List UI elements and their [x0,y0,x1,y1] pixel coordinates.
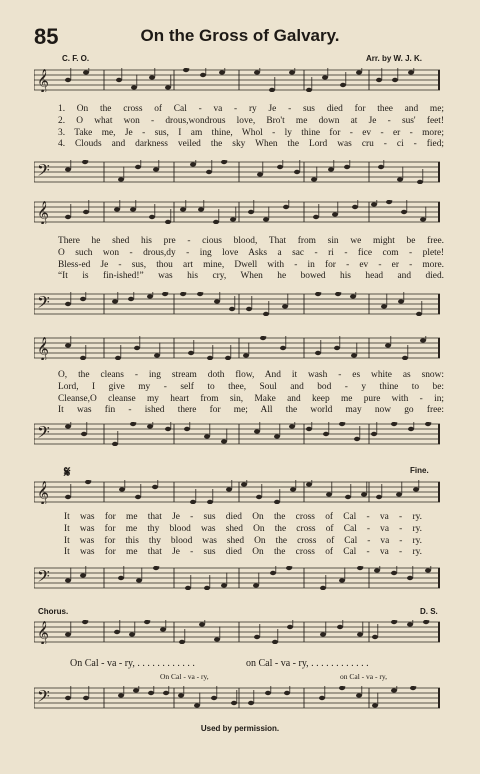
note-head [391,422,397,426]
note-head [254,70,260,74]
note-head [263,217,269,221]
note-head [190,162,196,166]
note-head [319,696,325,700]
author-credit: C. F. O. [62,54,90,63]
treble-clef-icon: 𝄞 [37,200,49,224]
note-head [332,212,338,216]
note-head [221,583,227,587]
note-head [290,487,296,491]
note-head [135,495,141,499]
note-head [207,356,213,360]
note-head [408,70,414,74]
note-head [80,573,86,577]
lyric-verse-3: It was for this thy blood was shed On the cross of Cal - va - ry. [64,535,422,546]
note-head [230,217,236,221]
note-head [118,177,124,181]
note-head [148,691,154,695]
note-head [413,487,419,491]
lyrics-block [64,512,422,559]
lyric-verse-1: O, the cleans - ing stream doth flow, And it wash - es white as snow: [58,370,444,380]
note-head [163,691,169,695]
note-head [257,172,263,176]
arranger-credit: Arr. by W. J. K. [365,54,422,63]
staff-lines [34,292,440,316]
lyric-verse-4: It was fin - ished there for me; All the world may now go free: [58,405,444,416]
treble-clef-icon: 𝄞 [37,620,49,644]
note-head [425,568,431,572]
bass-clef-icon: 𝄢 [37,566,50,590]
bass-staff [34,686,440,710]
note-head [178,693,184,697]
music-system-4 [34,462,440,604]
note-head [372,703,378,707]
note-head [180,207,186,211]
note-head [425,422,431,426]
note-head [277,165,283,169]
note-head [283,205,289,209]
chorus-echo-2: on Cal - va - ry, [340,672,387,681]
note-head [371,202,377,206]
note-head [376,78,382,82]
note-head [328,167,334,171]
bass-clef-icon: 𝄢 [37,422,50,446]
segno-sign: 𝄋 [64,464,71,481]
treble-staff [34,620,440,644]
chorus-lyric-1: On Cal - va - ry, . . . . . . . . . . . . [70,658,195,669]
note-head [274,434,280,438]
note-head [351,353,357,357]
note-head [119,487,125,491]
note-head [385,343,391,347]
note-head [185,586,191,590]
lyrics-block [58,370,444,417]
staff-lines [34,160,440,184]
note-head [340,83,346,87]
lyric-verse-2: O such won - drous,dy - ing love Asks a sac - ri - fice com - plete! [58,247,444,258]
bass-staff [34,160,440,184]
note-head [265,691,271,695]
bass-staff [34,292,440,316]
note-head [361,492,367,496]
treble-staff [34,68,440,92]
note-head [282,304,288,308]
treble-clef-icon: 𝄞 [37,68,49,92]
note-head [152,485,158,489]
note-head [194,703,200,707]
note-head [417,180,423,184]
note-head [398,299,404,303]
note-head [386,200,392,204]
note-head [337,625,343,629]
staff-lines [34,68,440,92]
note-head [335,292,341,296]
note-head [65,78,71,82]
lyric-verse-2: Lord, I give my - self to thee, Soul and bod - y thine to be: [58,381,444,392]
note-head [82,160,88,164]
staff-lines [34,480,440,504]
note-head [274,500,280,504]
page-number: 85 [34,24,59,49]
note-head [136,578,142,582]
note-head [407,576,413,580]
note-head [129,632,135,636]
note-head [225,356,231,360]
bass-staff [34,422,440,446]
note-head [65,343,71,347]
treble-clef-icon: 𝄞 [37,336,49,360]
fine-marking: Fine. [410,466,429,475]
note-head [83,70,89,74]
note-head [315,292,321,296]
note-head [82,620,88,624]
note-head [241,482,247,486]
note-head [357,566,363,570]
note-head [408,427,414,431]
note-head [345,495,351,499]
note-head [135,165,141,169]
note-head [320,586,326,590]
lyric-verse-4: It was for me that Je - sus died On the cross of Cal - va - ry. [64,547,422,558]
note-head [147,294,153,298]
note-head [214,637,220,641]
note-head [229,307,235,311]
lyric-verse-1: 1. On the cross of Cal - va - ry Je - sus died for thee and me; [58,104,444,114]
note-head [256,495,262,499]
note-head [179,640,185,644]
note-head [354,437,360,441]
note-head [85,480,91,484]
lyrics-block [58,236,444,283]
note-head [183,68,189,72]
note-head [221,160,227,164]
note-head [339,578,345,582]
note-head [397,177,403,181]
treble-staff [34,336,440,360]
note-head [306,427,312,431]
bass-clef-icon: 𝄢 [37,160,50,184]
note-head [371,432,377,436]
music-system-3 [34,330,444,460]
note-head [184,427,190,431]
note-head [144,620,150,624]
note-head [376,495,382,499]
note-head [306,88,312,92]
staff-lines [34,336,440,360]
note-head [118,693,124,697]
note-head [401,210,407,214]
note-head [180,292,186,296]
note-head [65,632,71,636]
note-head [112,299,118,303]
lyric-verse-2: It was for me thy blood was shed On the cross of Cal - va - ry. [64,523,422,534]
music-system-chorus [34,606,440,722]
note-head [334,346,340,350]
note-head [420,217,426,221]
lyric-verse-3: 3. Take me, Je - sus, I am thine, Whol - ly thine for - ev - er - more; [58,127,444,138]
note-head [198,207,204,211]
note-head [65,215,71,219]
note-head [315,351,321,355]
note-head [65,167,71,171]
note-head [391,571,397,575]
staff-lines [34,422,440,446]
note-head [270,571,276,575]
note-head [153,566,159,570]
note-head [204,586,210,590]
note-head [80,356,86,360]
note-head [396,492,402,496]
note-head [147,424,153,428]
note-head [254,429,260,433]
note-head [357,632,363,636]
note-head [116,78,122,82]
note-head [391,620,397,624]
note-head [83,210,89,214]
note-head [339,422,345,426]
note-head [162,292,168,296]
bass-staff [34,566,440,590]
hymn-title: On the Gross of Galvary. [140,26,340,45]
note-head [65,696,71,700]
note-head [286,566,292,570]
note-head [284,691,290,695]
note-head [356,693,362,697]
note-head [391,688,397,692]
lyric-verse-3: Cleanse,O cleanse my heart from sin, Make and keep me pure with - in; [58,393,444,404]
note-head [350,294,356,298]
note-head [154,353,160,357]
lyric-verse-3: Bless-ed Je - sus, thou art mine, Dwell with - in for - ev - er - more. [58,259,444,270]
note-head [130,422,136,426]
note-head [416,312,422,316]
note-head [118,576,124,580]
bass-clef-icon: 𝄢 [37,292,50,316]
note-head [344,165,350,169]
note-head [322,75,328,79]
note-head [221,439,227,443]
note-head [65,495,71,499]
note-head [423,620,429,624]
lyric-verse-4: 4. Clouds and darkness veiled the sky When the Lord was cru - ci - fied; [58,139,444,150]
note-head [392,78,398,82]
note-head [114,630,120,634]
note-head [80,297,86,301]
staff-lines [34,566,440,590]
note-head [320,632,326,636]
note-head [130,207,136,211]
note-head [372,635,378,639]
lyric-verse-1: It was for me that Je - sus died On the cross of Cal - va - ry. [64,512,422,522]
note-head [248,701,254,705]
note-head [83,696,89,700]
note-head [323,432,329,436]
note-head [280,346,286,350]
note-head [199,622,205,626]
note-head [131,85,137,89]
note-head [289,70,295,74]
note-head [374,568,380,572]
note-head [231,701,237,705]
note-head [115,356,121,360]
note-head [65,302,71,306]
note-head [165,220,171,224]
note-head [410,686,416,690]
note-head [326,492,332,496]
note-head [190,500,196,504]
note-head [112,442,118,446]
note-head [294,170,300,174]
note-head [197,292,203,296]
note-head [313,215,319,219]
note-head [153,167,159,171]
note-head [204,434,210,438]
note-head [213,220,219,224]
note-head [134,346,140,350]
note-head [219,70,225,74]
music-system-2 [34,196,444,326]
note-head [254,635,260,639]
note-head [402,356,408,360]
note-head [381,304,387,308]
note-head [420,338,426,342]
note-head [81,432,87,436]
note-head [65,424,71,428]
note-head [200,73,206,77]
note-head [243,353,249,357]
note-head [188,351,194,355]
note-head [248,210,254,214]
note-head [269,88,275,92]
note-head [378,165,384,169]
lyric-verse-4: “It is fin-ished!” was his cry, When he bowed his head and died. [58,271,444,282]
note-head [356,70,362,74]
permission-note: Used by permission. [200,724,280,733]
note-head [263,312,269,316]
note-head [306,482,312,486]
note-head [211,696,217,700]
chorus-echo-1: On Cal - va - ry, [160,672,209,681]
note-head [149,75,155,79]
lyric-verse-1: There he shed his pre - cious blood, That from sin we might be free. [58,236,444,246]
note-head [207,500,213,504]
note-head [311,177,317,181]
note-head [246,307,252,311]
note-head [352,205,358,209]
lyric-verse-2: 2. O what won - drous,wondrous love, Bro't me down at Je - sus' feet! [58,115,444,126]
bass-clef-icon: 𝄢 [37,686,50,710]
staff-lines [34,620,440,644]
note-head [206,170,212,174]
note-head [114,207,120,211]
note-head [128,297,134,301]
music-system-1 [34,62,444,192]
note-head [165,427,171,431]
note-head [133,688,139,692]
note-head [253,583,259,587]
note-head [287,625,293,629]
note-head [214,299,220,303]
lyrics-block [58,104,444,151]
note-head [226,487,232,491]
treble-staff [34,480,440,504]
note-head [272,640,278,644]
dal-segno-marking: D. S. [420,607,438,616]
note-head [149,215,155,219]
note-head [65,578,71,582]
note-head [289,424,295,428]
note-head [160,627,166,631]
staff-lines [34,200,440,224]
chorus-label: Chorus. [38,607,69,616]
note-head [339,686,345,690]
note-head [260,336,266,340]
staff-lines [34,686,440,710]
note-head [407,622,413,626]
treble-staff [34,200,440,224]
chorus-lyric-2: on Cal - va - ry, . . . . . . . . . . . . [246,658,369,669]
treble-clef-icon: 𝄞 [37,480,49,504]
note-head [165,85,171,89]
